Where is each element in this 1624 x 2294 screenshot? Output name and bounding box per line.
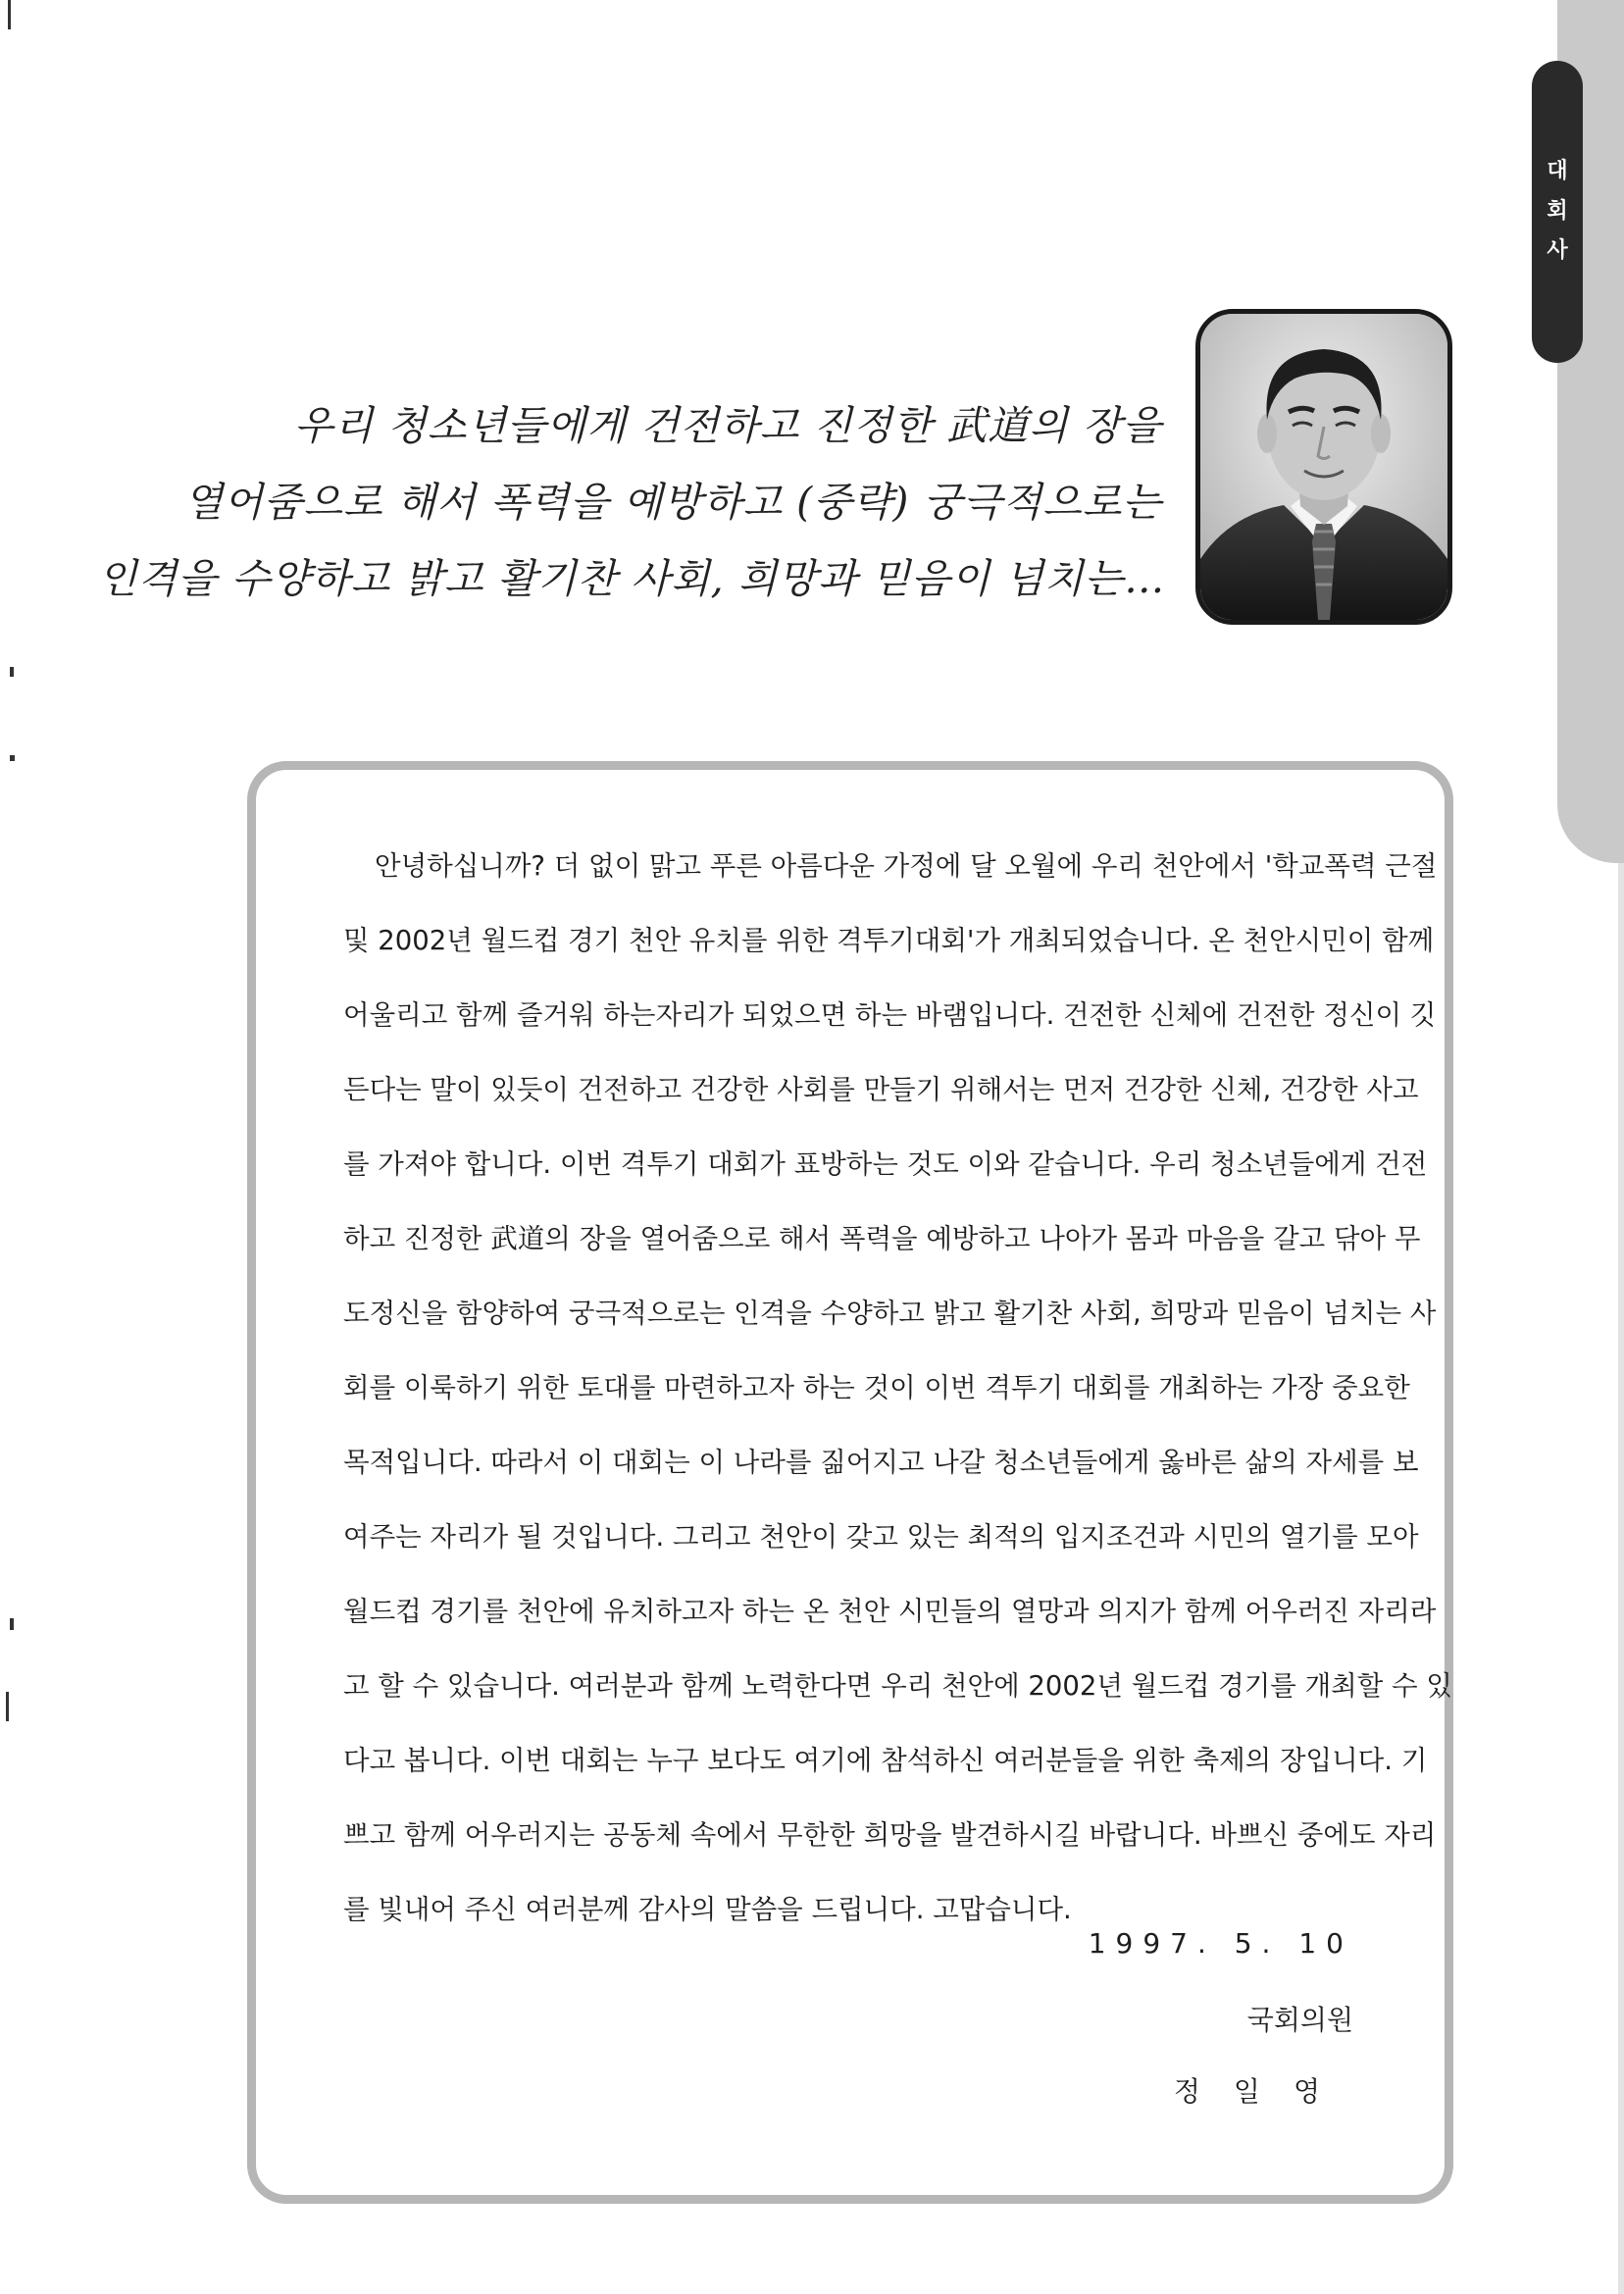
message-line: 안녕하십니까? 더 없이 맑고 푸른 아름다운 가정에 달 오월에 우리 천안에서 '학교폭력 근절 [375,850,1438,882]
signer-title: 국회의원 [1246,2004,1353,2036]
signer-name: 정일영 [1173,2075,1353,2108]
pull-quote-line: 열어줌으로 해서 폭력을 예방하고 (중략) 궁극적으로는 [183,479,1162,526]
message-line: 하고 진정한 武道의 장을 열어줌으로 해서 폭력을 예방하고 나아가 몸과 마음을 갈고 닦아 무 [343,1223,1421,1254]
section-tab-char: 사 [1547,238,1568,264]
message-line: 쁘고 함께 어우러지는 공동체 속에서 무한한 희망을 발견하시길 바랍니다. 바쁘신 중에도 자리 [343,1819,1437,1851]
section-tab-char: 회 [1547,198,1568,224]
pull-quote-line: 우리 청소년들에게 건전하고 진정한 武道의 장을 [293,402,1162,449]
page-edge [1618,863,1624,2294]
message-line: 든다는 말이 있듯이 건전하고 건강한 사회를 만들기 위해서는 먼저 건강한 신체, 건강한 사고 [343,1074,1419,1105]
message-line: 여주는 자리가 될 것입니다. 그리고 천안이 갖고 있는 최적의 입지조건과 시민의 열기를 모아 [343,1521,1419,1553]
scan-mark [10,1618,14,1630]
message-line: 회를 이룩하기 위한 토대를 마련하고자 하는 것이 이번 격투기 대회를 개최하는 가장 중요한 [343,1372,1410,1403]
scan-mark [10,667,14,677]
message-date: 1997. 5. 10 [1088,1927,1353,1960]
portrait-photo [1195,309,1452,625]
section-tab-char: 대 [1547,158,1568,183]
message-line: 고 할 수 있습니다. 여러분과 함께 노력한다면 우리 천안에 2002년 월드컵 경기를 개최할 수 있 [343,1670,1452,1702]
message-line: 를 빛내어 주신 여러분께 감사의 말씀을 드립니다. 고맙습니다. [343,1894,1072,1925]
message-line: 월드컵 경기를 천안에 유치하고자 하는 온 천안 시민들의 열망과 의지가 함께 어우러진 자리라 [343,1596,1437,1627]
scan-mark [8,0,11,29]
message-line: 목적입니다. 따라서 이 대회는 이 나라를 짊어지고 나갈 청소년들에게 옳바른 삶의 자세를 보 [343,1447,1419,1478]
message-line: 및 2002년 월드컵 경기 천안 유치를 위한 격투기대회'가 개최되었습니다. 온 천안시민이 함께 [343,925,1435,956]
portrait-image [1200,314,1447,620]
section-tab [1532,61,1583,363]
message-line: 도정신을 함양하여 궁극적으로는 인격을 수양하고 밝고 활기찬 사회, 희망과 믿음이 넘치는 사 [343,1298,1437,1329]
message-line: 어울리고 함께 즐거워 하는자리가 되었으면 하는 바램입니다. 건전한 신체에 건전한 정신이 깃 [343,999,1437,1031]
message-line: 다고 봅니다. 이번 대회는 누구 보다도 여기에 참석하신 여러분들을 위한 축제의 장입니다. 기 [343,1745,1428,1776]
pull-quote-line: 인격을 수양하고 밝고 활기찬 사회, 희망과 믿음이 넘치는… [98,555,1166,602]
scan-mark [10,755,15,761]
message-body [343,848,1452,1966]
scan-mark [6,1692,9,1721]
message-line: 를 가져야 합니다. 이번 격투기 대회가 표방하는 것도 이와 같습니다. 우리 청소년들에게 건전 [343,1148,1428,1180]
pull-quote [98,387,1166,617]
